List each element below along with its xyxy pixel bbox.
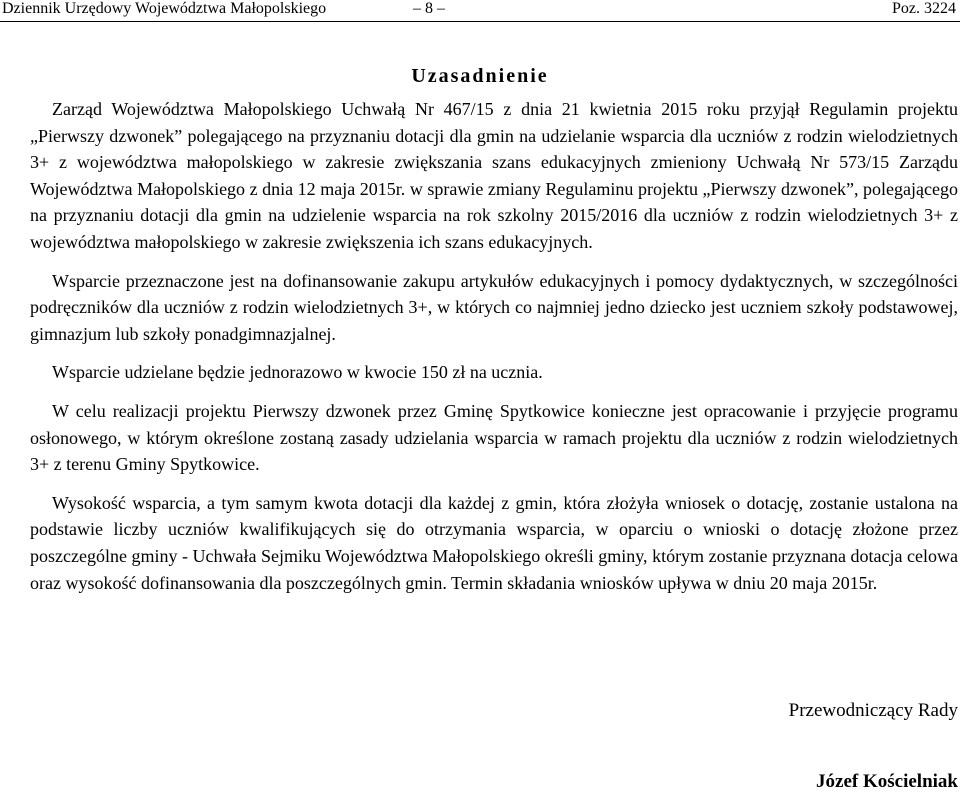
document-body (30, 96, 958, 596)
journal-title: Dziennik Urzędowy Województwa Małopolskiego (2, 0, 327, 17)
signature-role: Przewodniczący Rady (788, 700, 958, 721)
document-title: Uzasadnienie (411, 65, 549, 87)
position-number: Poz. 3224 (892, 0, 956, 17)
page-header (0, 0, 960, 22)
header-divider (0, 21, 960, 22)
paragraph-grant-amount: Wysokość wsparcia, a tym samym kwota dotacji dla każdej z gmin, która złożyła wniosek o dotację, zostanie ustalona na podstawie liczby uczniów kwalifikujących się do otrzymania wsparcia, w oparciu o wnioski o dotację złożone przez poszczególne gminy - Uchwała Sejmiku Województwa Małopolskiego określi gminy, którym zostanie przyznana dotacja celowa oraz wysokość dofinansowania dla poszczególnych gmin. Termin składania wniosków upływa w dniu 20 maja 2015r. (30, 492, 958, 593)
paragraph-support-amount: Wsparcie udzielane będzie jednorazowo w kwocie 150 zł na ucznia. (52, 362, 543, 383)
page-number: – 8 – (413, 0, 445, 17)
paragraph-program: W celu realizacji projektu Pierwszy dzwonek przez Gminę Spytkowice konieczne jest opracowanie i przyjęcie programu osłonowego, w którym określone zostaną zasady udzielania wsparcia w ramach projektu dla uczniów z rodzin wielodzietnych 3+ z terenu Gminy Spytkowice. (30, 400, 958, 475)
paragraph-intro: Zarząd Województwa Małopolskiego Uchwałą Nr 467/15 z dnia 21 kwietnia 2015 roku przyjął Regulamin projektu „Pierwszy dzwonek” polegającego na przyznaniu dotacji dla gmin na udzielanie wsparcia dla uczniów z rodzin wielodzietnych 3+ z województwa małopolskiego w zakresie zwiększania szans edukacyjnych zmieniony Uchwałą Nr 573/15 Zarządu Województwa Małopolskiego z dnia 12 maja 2015r. w sprawie zmiany Regulaminu projektu „Pierwszy dzwonek”, polegającego na przyznaniu dotacji dla gmin na udzielenie wsparcia na rok szkolny 2015/2016 dla uczniów z rodzin wielodzietnych 3+ z województwa małopolskiego w zakresie zwiększenia ich szans edukacyjnych. (30, 99, 958, 252)
signature-name: Józef Kościelniak (816, 771, 958, 792)
paragraph-support-purpose: Wsparcie przeznaczone jest na dofinansowanie zakupu artykułów edukacyjnych i pomocy dydaktycznych, w szczególności podręczników dla uczniów z rodzin wielodzietnych 3+, w których co najmniej jedno dziecko jest uczniem szkoły podstawowej, gimnazjum lub szkoły ponadgimnazjalnej. (30, 270, 958, 344)
